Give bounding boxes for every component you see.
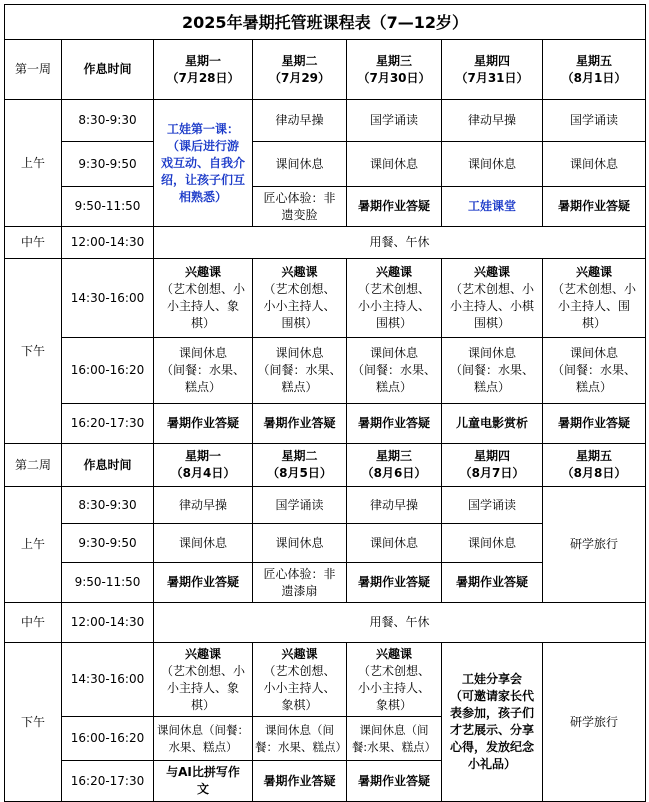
time-cell: 14:30-16:00: [62, 643, 154, 717]
interest-class-cell: 兴趣课 （艺术创想、小 小主持人、围 棋）: [543, 259, 646, 338]
week2-noon-label: 中午: [5, 603, 62, 643]
week1-day-fri: 星期五 （8月1日）: [543, 40, 646, 100]
interest-class-cell: 兴趣课 （艺术创想、 小小主持人、 围棋）: [347, 259, 442, 338]
schedule-cell: 课间休息: [154, 524, 253, 563]
schedule-cell: 工娃课堂: [442, 187, 543, 227]
time-cell: 16:00-16:20: [62, 717, 154, 761]
week1-noon-label: 中午: [5, 227, 62, 259]
week2-day-tue: 星期二 （8月5日）: [253, 444, 347, 487]
week1-afternoon-label: 下午: [5, 259, 62, 444]
week2-day-thu: 星期四 （8月7日）: [442, 444, 543, 487]
time-cell: 14:30-16:00: [62, 259, 154, 338]
break-cell: 课间休息（间餐： 水果、糕点）: [154, 717, 253, 761]
time-cell: 12:00-14:30: [62, 227, 154, 259]
schedule-cell: 暑期作业答疑: [347, 563, 442, 603]
week2-time-header: 作息时间: [62, 444, 154, 487]
week2-noon-content: 用餐、午休: [154, 603, 646, 643]
schedule-table: [4, 4, 646, 802]
week2-day-fri: 星期五 （8月8日）: [543, 444, 646, 487]
interest-class-cell: 兴趣课 （艺术创想、 小小主持人、 象棋）: [253, 643, 347, 717]
schedule-cell: 暑期作业答疑: [347, 187, 442, 227]
schedule-cell: 暑期作业答疑: [347, 761, 442, 802]
schedule-cell: 暑期作业答疑: [543, 187, 646, 227]
time-cell: 8:30-9:30: [62, 487, 154, 524]
week1-day-mon: 星期一 （7月28日）: [154, 40, 253, 100]
schedule-cell: 暑期作业答疑: [442, 563, 543, 603]
week2-morning-label: 上午: [5, 487, 62, 603]
interest-class-cell: 兴趣课 （艺术创想、小 小主持人、象 棋）: [154, 259, 253, 338]
schedule-cell: 与AI比拼写作 文: [154, 761, 253, 802]
week1-mon-first-lesson: 工娃第一课： （课后进行游 戏互动、自我介 绍，让孩子们互 相熟悉）: [154, 100, 253, 227]
schedule-cell: 暑期作业答疑: [253, 761, 347, 802]
time-cell: 9:50-11:50: [62, 187, 154, 227]
time-cell: 16:00-16:20: [62, 338, 154, 404]
schedule-cell: 律动早操: [442, 100, 543, 142]
schedule-cell: 课间休息: [442, 524, 543, 563]
interest-class-cell: 兴趣课 （艺术创想、 小小主持人、 围棋）: [253, 259, 347, 338]
week2-label: 第二周: [5, 444, 62, 487]
week2-day-wed: 星期三 （8月6日）: [347, 444, 442, 487]
week2-afternoon-label: 下午: [5, 643, 62, 802]
break-cell: 课间休息 （间餐：水果、 糕点）: [543, 338, 646, 404]
time-cell: 9:30-9:50: [62, 524, 154, 563]
schedule-cell: 儿童电影赏析: [442, 404, 543, 444]
schedule-cell: 国学诵读: [543, 100, 646, 142]
schedule-cell: 律动早操: [154, 487, 253, 524]
interest-class-cell: 兴趣课 （艺术创想、小 小主持人、象 棋）: [154, 643, 253, 717]
schedule-cell: 匠心体验：非 遗漆扇: [253, 563, 347, 603]
schedule-cell: 课间休息: [253, 142, 347, 187]
week1-time-header: 作息时间: [62, 40, 154, 100]
week2-day-mon: 星期一 （8月4日）: [154, 444, 253, 487]
schedule-cell: 律动早操: [253, 100, 347, 142]
schedule-cell: 课间休息: [543, 142, 646, 187]
schedule-cell: 暑期作业答疑: [154, 563, 253, 603]
schedule-cell: 暑期作业答疑: [543, 404, 646, 444]
schedule-cell: 国学诵读: [347, 100, 442, 142]
break-cell: 课间休息 （间餐：水果、 糕点）: [347, 338, 442, 404]
time-cell: 9:30-9:50: [62, 142, 154, 187]
schedule-cell: 国学诵读: [253, 487, 347, 524]
week2-fri-afternoon-trip: 研学旅行: [543, 643, 646, 802]
week1-label: 第一周: [5, 40, 62, 100]
schedule-cell: 匠心体验：非 遗变脸: [253, 187, 347, 227]
break-cell: 课间休息（间 餐:水果、糕点）: [347, 717, 442, 761]
week1-morning-label: 上午: [5, 100, 62, 227]
schedule-cell: 暑期作业答疑: [347, 404, 442, 444]
week1-day-wed: 星期三 （7月30日）: [347, 40, 442, 100]
time-cell: 8:30-9:30: [62, 100, 154, 142]
week2-fri-study-trip: 研学旅行: [543, 487, 646, 603]
schedule-cell: 律动早操: [347, 487, 442, 524]
break-cell: 课间休息 （间餐：水果、 糕点）: [253, 338, 347, 404]
schedule-cell: 暑期作业答疑: [154, 404, 253, 444]
schedule-cell: 课间休息: [347, 142, 442, 187]
schedule-cell: 课间休息: [347, 524, 442, 563]
interest-class-cell: 兴趣课 （艺术创想、小 小主持人、小棋 围棋）: [442, 259, 543, 338]
week1-noon-content: 用餐、午休: [154, 227, 646, 259]
time-cell: 9:50-11:50: [62, 563, 154, 603]
interest-class-cell: 兴趣课 （艺术创想、 小小主持人、 象棋）: [347, 643, 442, 717]
schedule-cell: 课间休息: [253, 524, 347, 563]
schedule-cell: 暑期作业答疑: [253, 404, 347, 444]
schedule-cell: 课间休息: [442, 142, 543, 187]
time-cell: 16:20-17:30: [62, 761, 154, 802]
time-cell: 16:20-17:30: [62, 404, 154, 444]
time-cell: 12:00-14:30: [62, 603, 154, 643]
week2-thu-sharing-session: 工娃分享会 （可邀请家长代 表参加，孩子们 才艺展示、分享 心得，发放纪念 小礼品）: [442, 643, 543, 802]
break-cell: 课间休息（间 餐：水果、糕点）: [253, 717, 347, 761]
break-cell: 课间休息 （间餐：水果、 糕点）: [154, 338, 253, 404]
week1-day-thu: 星期四 （7月31日）: [442, 40, 543, 100]
schedule-title: 2025年暑期托管班课程表（7—12岁）: [5, 5, 646, 40]
schedule-cell: 国学诵读: [442, 487, 543, 524]
break-cell: 课间休息 （间餐：水果、 糕点）: [442, 338, 543, 404]
week1-day-tue: 星期二 （7月29）: [253, 40, 347, 100]
